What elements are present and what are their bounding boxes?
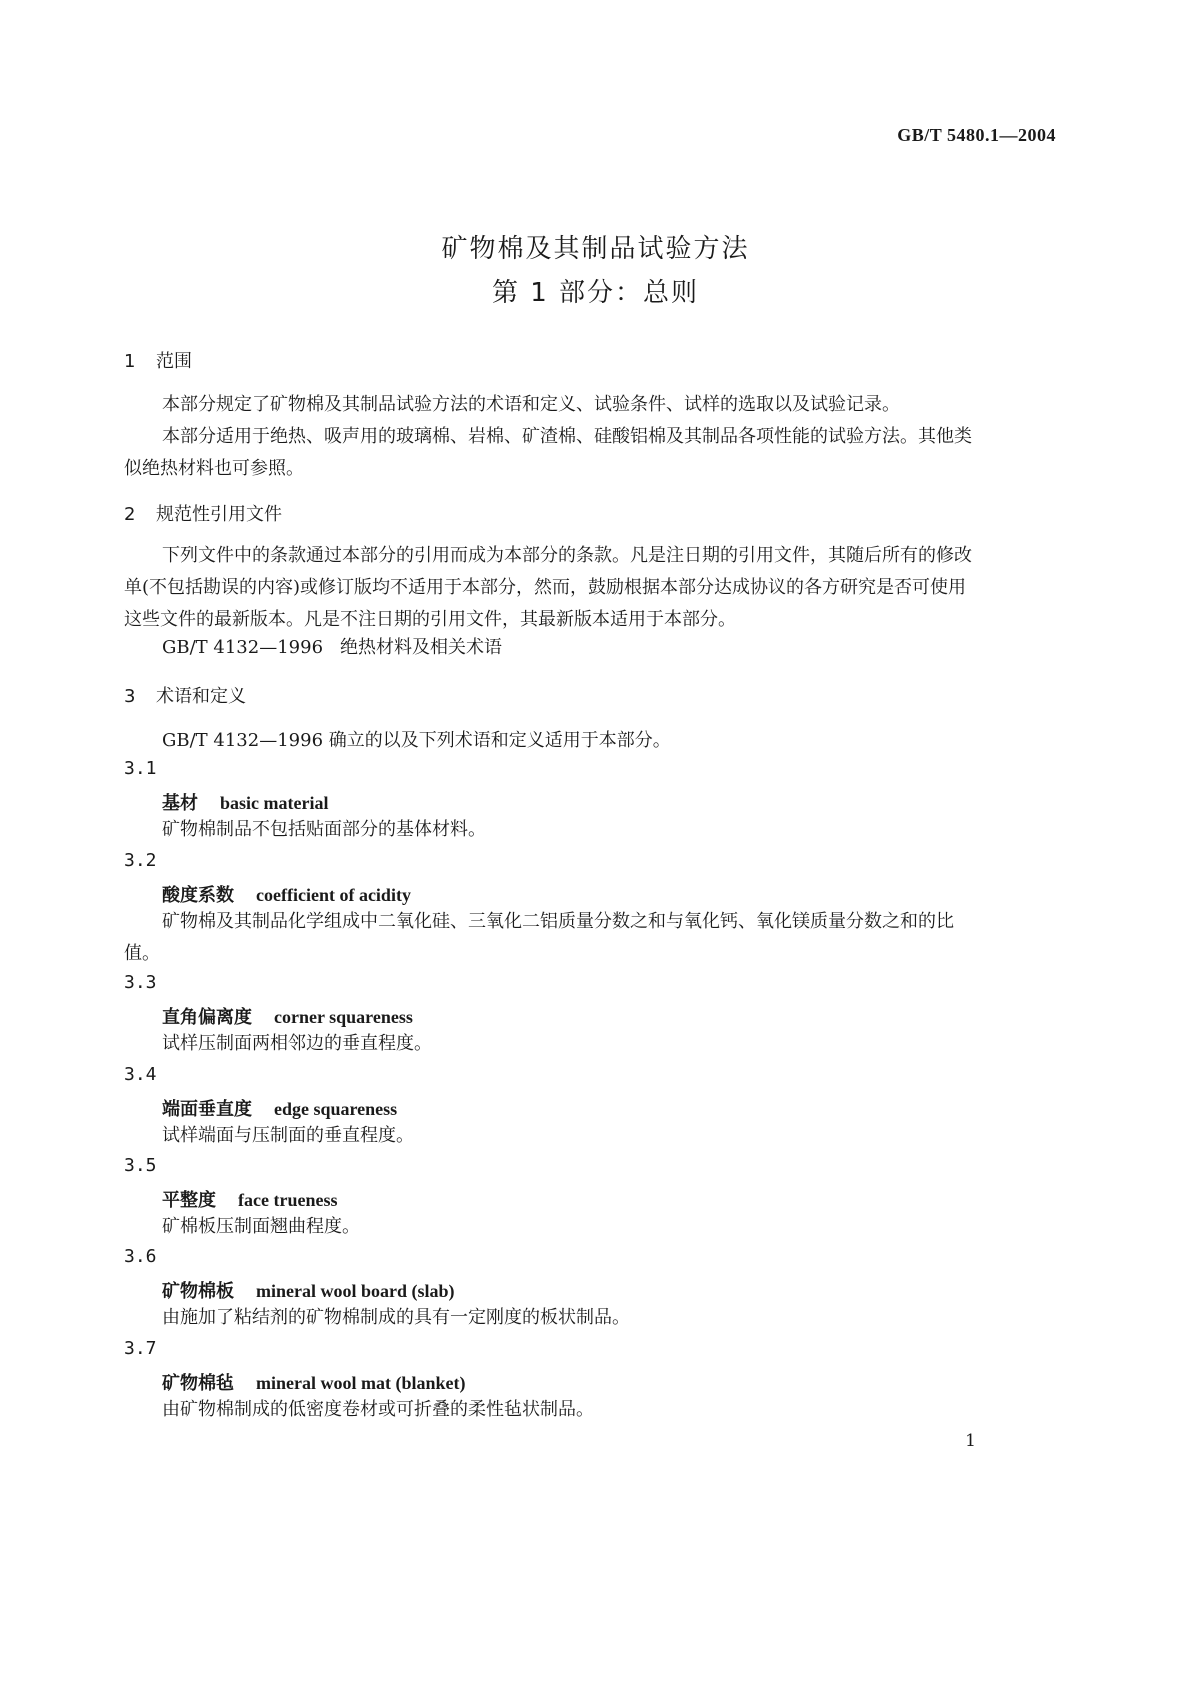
term-heading: [162, 1003, 413, 1029]
term-zh: 酸度系数: [162, 885, 234, 906]
section-3-intro: GB/T 4132—1996 确立的以及下列术语和定义适用于本部分。: [162, 730, 671, 751]
section-title: 术语和定义: [156, 686, 246, 707]
section-1-paragraph-1: 本部分规定了矿物棉及其制品试验方法的术语和定义、试验条件、试样的选取以及试验记录。: [162, 394, 900, 415]
term-number: 3.4: [124, 1064, 157, 1085]
term-zh: 直角偏离度: [162, 1007, 252, 1028]
section-number: 3: [124, 686, 136, 707]
term-zh: 端面垂直度: [162, 1099, 252, 1120]
term-number: 3.6: [124, 1246, 157, 1267]
term-heading: [162, 789, 328, 815]
term-definition: 矿物棉及其制品化学组成中二氧化硅、三氧化二铝质量分数之和与氧化钙、氧化镁质量分数之和的比值。: [124, 911, 954, 964]
section-title: 范围: [156, 351, 192, 372]
document-title: 矿物棉及其制品试验方法: [441, 234, 750, 264]
term-zh: 矿物棉板: [162, 1281, 234, 1302]
term-definition: 试样端面与压制面的垂直程度。: [162, 1125, 414, 1146]
term-en: basic material: [220, 793, 329, 813]
term-heading: [162, 1095, 397, 1121]
standard-code: GB/T 5480.1—2004: [897, 125, 1056, 145]
term-en: mineral wool board (slab): [256, 1281, 455, 1301]
term-heading: [162, 1277, 455, 1303]
section-2-heading: [124, 500, 282, 526]
term-en: coefficient of acidity: [256, 885, 411, 905]
section-1-heading: [124, 347, 192, 373]
term-number: 3.5: [124, 1155, 157, 1176]
term-en: mineral wool mat (blanket): [256, 1373, 466, 1393]
term-heading: [162, 881, 411, 907]
term-definition: 由施加了粘结剂的矿物棉制成的具有一定刚度的板状制品。: [162, 1307, 630, 1328]
term-definition: 矿棉板压制面翘曲程度。: [162, 1216, 360, 1237]
term-number: 3.3: [124, 972, 157, 993]
term-zh: 基材: [162, 793, 198, 814]
term-en: corner squareness: [274, 1007, 413, 1027]
section-number: 1: [124, 351, 136, 372]
reference-code: GB/T 4132—1996: [162, 637, 324, 658]
term-heading: [162, 1186, 337, 1212]
term-en: edge squareness: [274, 1099, 398, 1119]
term-zh: 平整度: [162, 1190, 216, 1211]
section-1-paragraph-2: 本部分适用于绝热、吸声用的玻璃棉、岩棉、矿渣棉、硅酸铝棉及其制品各项性能的试验方法。其他类似绝热材料也可参照。: [124, 426, 972, 479]
section-title: 规范性引用文件: [156, 504, 282, 525]
reference-title: 绝热材料及相关术语: [340, 637, 502, 658]
term-definition: 试样压制面两相邻边的垂直程度。: [162, 1033, 432, 1054]
normative-reference: [162, 632, 502, 664]
term-en: face trueness: [238, 1190, 338, 1210]
document-subtitle: 第 1 部分：总则: [491, 278, 700, 308]
term-heading: [162, 1369, 465, 1395]
section-2-paragraph-1: 下列文件中的条款通过本部分的引用而成为本部分的条款。凡是注日期的引用文件，其随后所有的修改单(不包括勘误的内容)或修订版均不适用于本部分，然而，鼓励根据本部分达成协议的各方研究是否可使用这些文件的最新版本。凡是不注日期的引用文件，其最新版本适用于本部分。: [124, 545, 972, 630]
section-3-heading: [124, 682, 246, 708]
page-number: 1: [965, 1431, 976, 1451]
section-number: 2: [124, 504, 136, 525]
term-number: 3.7: [124, 1338, 157, 1359]
term-number: 3.1: [124, 758, 157, 779]
term-definition: 矿物棉制品不包括贴面部分的基体材料。: [162, 819, 486, 840]
term-definition: 由矿物棉制成的低密度卷材或可折叠的柔性毡状制品。: [162, 1399, 594, 1420]
term-zh: 矿物棉毡: [162, 1373, 234, 1394]
term-number: 3.2: [124, 850, 157, 871]
